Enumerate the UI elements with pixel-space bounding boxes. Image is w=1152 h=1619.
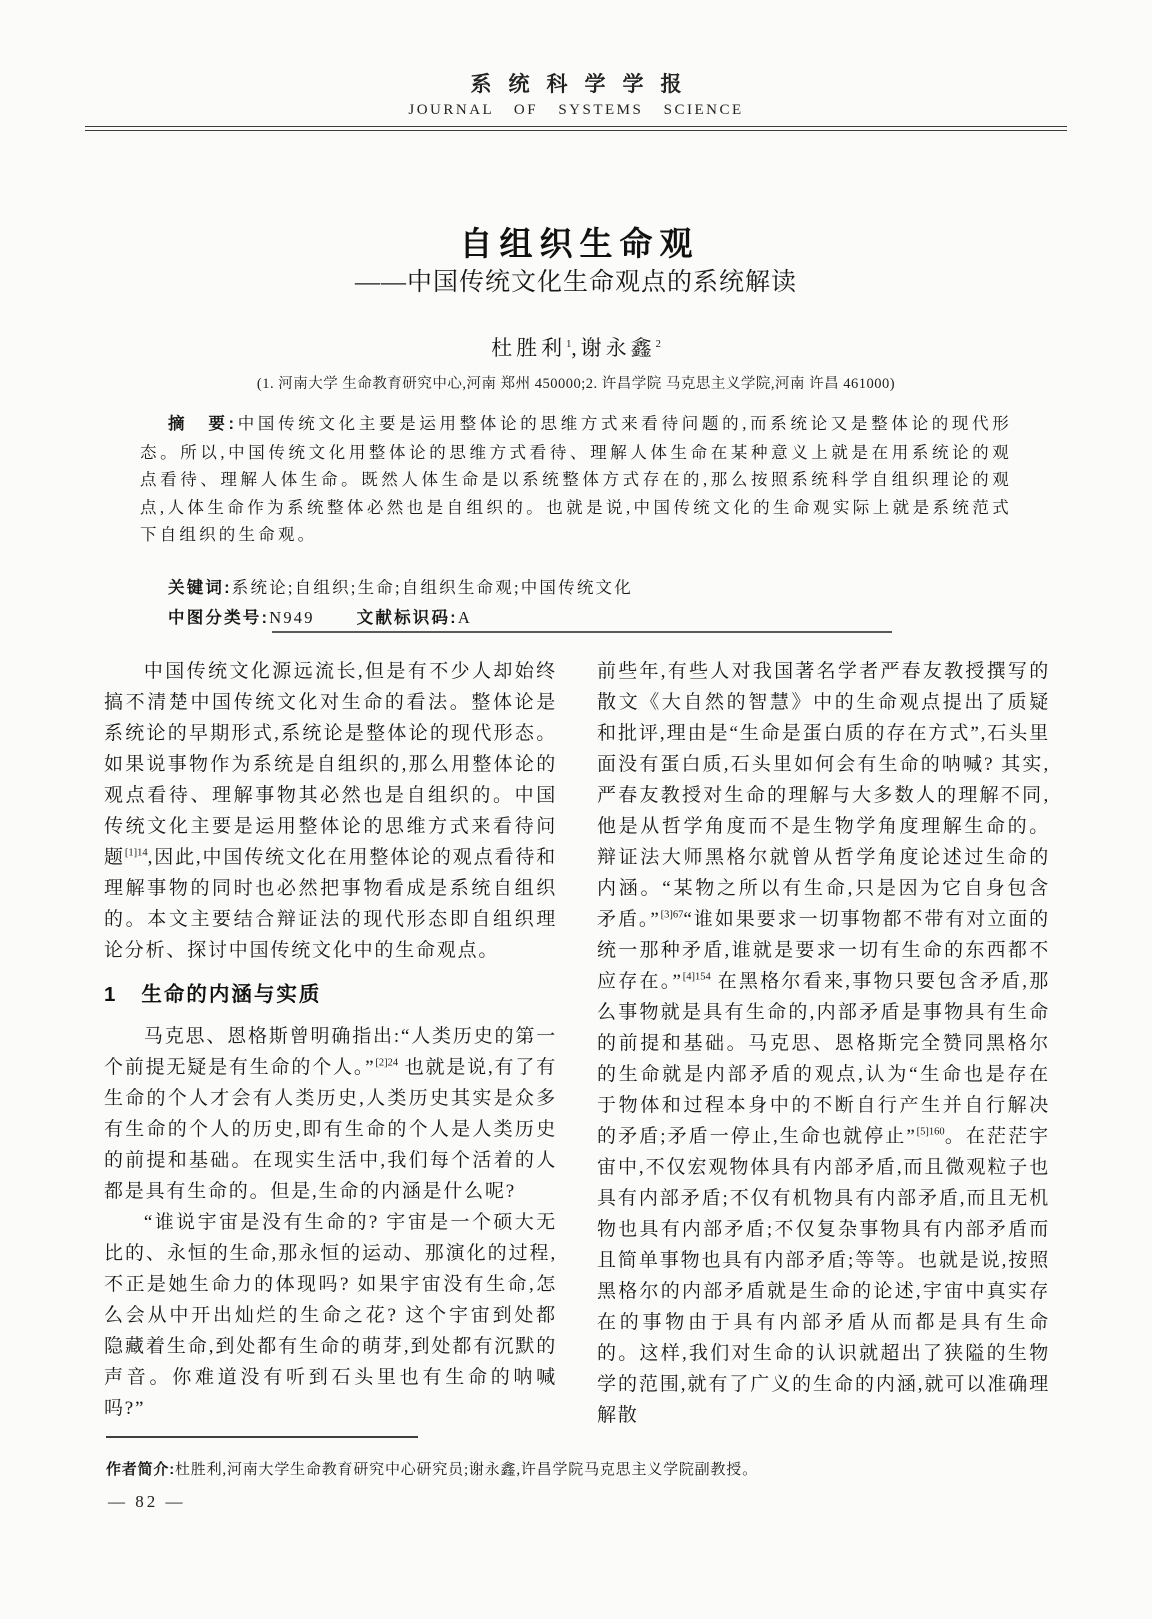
- keywords-line: [168, 574, 1012, 598]
- author-bio-line: [106, 1458, 1050, 1479]
- paragraph-yan-chunyou: 前些年,有些人对我国著名学者严春友教授撰写的散文《大自然的智慧》中的生命观点提出了质疑和批评,理由是“生命是蛋白质的存在方式”,石头里面没有蛋白质,石头里如何会有生命的呐喊? 其实,严春友教授对生命的理解与大多数人的理解不同,他是从哲学角度而不是生物学角度理解生命的。辩证法大师黑格尔就曾从哲学角度论述过生命的内涵。“某物之所以有生命,只是因为它自身包含矛盾。”$^{[3]67}$“谁如果要求一切事物都不带有对立面的统一那种矛盾,谁就是要求一切有生命的东西都不应存在。”$^{[4]154}$ 在黑格尔看来,事物只要包含矛盾,那么事物就是具有生命的,内部矛盾是事物具有生命的前提和基础。马克思、恩格斯完全赞同黑格尔的生命就是内部矛盾的观点,认为“生命也是存在于物体和过程本身中的不断自行产生并自行解决的矛盾;矛盾一停止,生命也就停止”$^{[5]160}$。在茫茫宇宙中,不仅宏观物体具有内部矛盾,而且微观粒子也具有内部矛盾;不仅有机物具有内部矛盾,而且无机物也具有内部矛盾;不仅复杂事物具有内部矛盾而且简单事物也具有内部矛盾;等等。也就是说,按照黑格尔的内部矛盾就是生命的论述,宇宙中真实存在的事物由于具有内部矛盾从而都是具有生命的。这样,我们对生命的认识就超出了狭隘的生物学的范围,就有了广义的生命的内涵,就可以准确理解散: [597, 661, 1050, 1426]
- page-number: — 82 —: [108, 1492, 186, 1511]
- clc-label: 中图分类号:: [168, 609, 270, 627]
- authors-line: 杜胜利$^1$,谢永鑫$^2$: [491, 336, 661, 360]
- journal-title-chinese: 系统科学学报: [470, 73, 699, 96]
- paragraph-intro: 中国传统文化源远流长,但是有不少人却始终搞不清楚中国传统文化对生命的看法。整体论是系统论的早期形式,系统论是整体论的现代形态。如果说事物作为系统是自组织的,那么用整体论的观点看待、理解事物其必然也是自组织的。中国传统文化主要是运用整体论的思维方式来看待问题$^{[1]14}$,因此,中国传统文化在用整体论的观点看待和理解事物的同时也必然把事物看成是系统自组织的。本文主要结合辩证法的现代形态即自组织理论分析、探讨中国传统文化中的生命观点。: [104, 661, 557, 961]
- doc-code-value: A: [457, 608, 472, 627]
- doc-code-label: 文献标识码:: [356, 609, 458, 627]
- abstract-text: 中国传统文化主要是运用整体论的思维方式来看待问题的,而系统论又是整体论的现代形态。所以,中国传统文化用整体论的思维方式看待、理解人体生命在某种意义上就是在用系统论的观点看待、理解人体生命。既然人体生命是以系统整体方式存在的,那么按照系统科学自组织理论的观点,人体生命作为系统整体必然也是自组织的。也就是说,中国传统文化的生命观实际上就是系统范式下自组织的生命观。: [140, 414, 1012, 544]
- keywords-label: 关键词:: [168, 579, 232, 597]
- keywords-text: 系统论;自组织;生命;自组织生命观;中国传统文化: [231, 578, 633, 597]
- clc-pair: [168, 608, 315, 627]
- body-columns: [104, 656, 1050, 1431]
- section-number: 1: [104, 983, 118, 1006]
- clc-value: N949: [269, 608, 315, 627]
- affiliation-line: (1. 河南大学 生命教育研究中心,河南 郑州 450000;2. 许昌学院 马克思主义学院,河南 许昌 461000): [256, 376, 896, 392]
- classification-line: [168, 604, 1012, 628]
- abstract-paragraph: [140, 410, 1012, 549]
- author-bio-text: 杜胜利,河南大学生命教育研究中心研究员;谢永鑫,许昌学院马克思主义学院副教授。: [175, 1462, 758, 1478]
- paper-subtitle: ——中国传统文化生命观点的系统解读: [354, 269, 797, 296]
- section-heading-1: [104, 979, 557, 1010]
- paper-title: 自组织生命观: [459, 227, 700, 263]
- abstract-separator-rule: [272, 631, 892, 633]
- paragraph-marx-engels: 马克思、恩格斯曾明确指出:“人类历史的第一个前提无疑是有生命的个人。”$^{[2]24}$ 也就是说,有了有生命的个人才会有人类历史,人类历史其实是众多有生命的个人的历史,即有生命的个人是人类历史的前提和基础。在现实生活中,我们每个活着的人都是具有生命的。但是,生命的内涵是什么呢?: [104, 1026, 557, 1202]
- footnote-rule: [106, 1436, 418, 1438]
- left-column: [104, 656, 557, 1431]
- abstract-label: 摘 要:: [168, 415, 238, 433]
- paragraph-universe-quote: “谁说宇宙是没有生命的? 宇宙是一个硕大无比的、永恒的生命,那永恒的运动、那演化的过程,不正是她生命力的体现吗? 如果宇宙没有生命,怎么会从中开出灿烂的生命之花? 这个宇宙到处都隐藏着生命,到处都有生命的萌芽,到处都有沉默的声音。你难道没有听到石头里也有生命的呐喊吗?”: [104, 1212, 557, 1419]
- author-bio-label: 作者简介:: [106, 1461, 175, 1478]
- header-double-rule: [85, 126, 1067, 131]
- journal-title-english: JOURNAL OF SYSTEMS SCIENCE: [408, 102, 744, 118]
- section-title: 生命的内涵与实质: [141, 983, 322, 1006]
- doc-code-pair: [357, 608, 472, 627]
- right-column: [597, 656, 1050, 1431]
